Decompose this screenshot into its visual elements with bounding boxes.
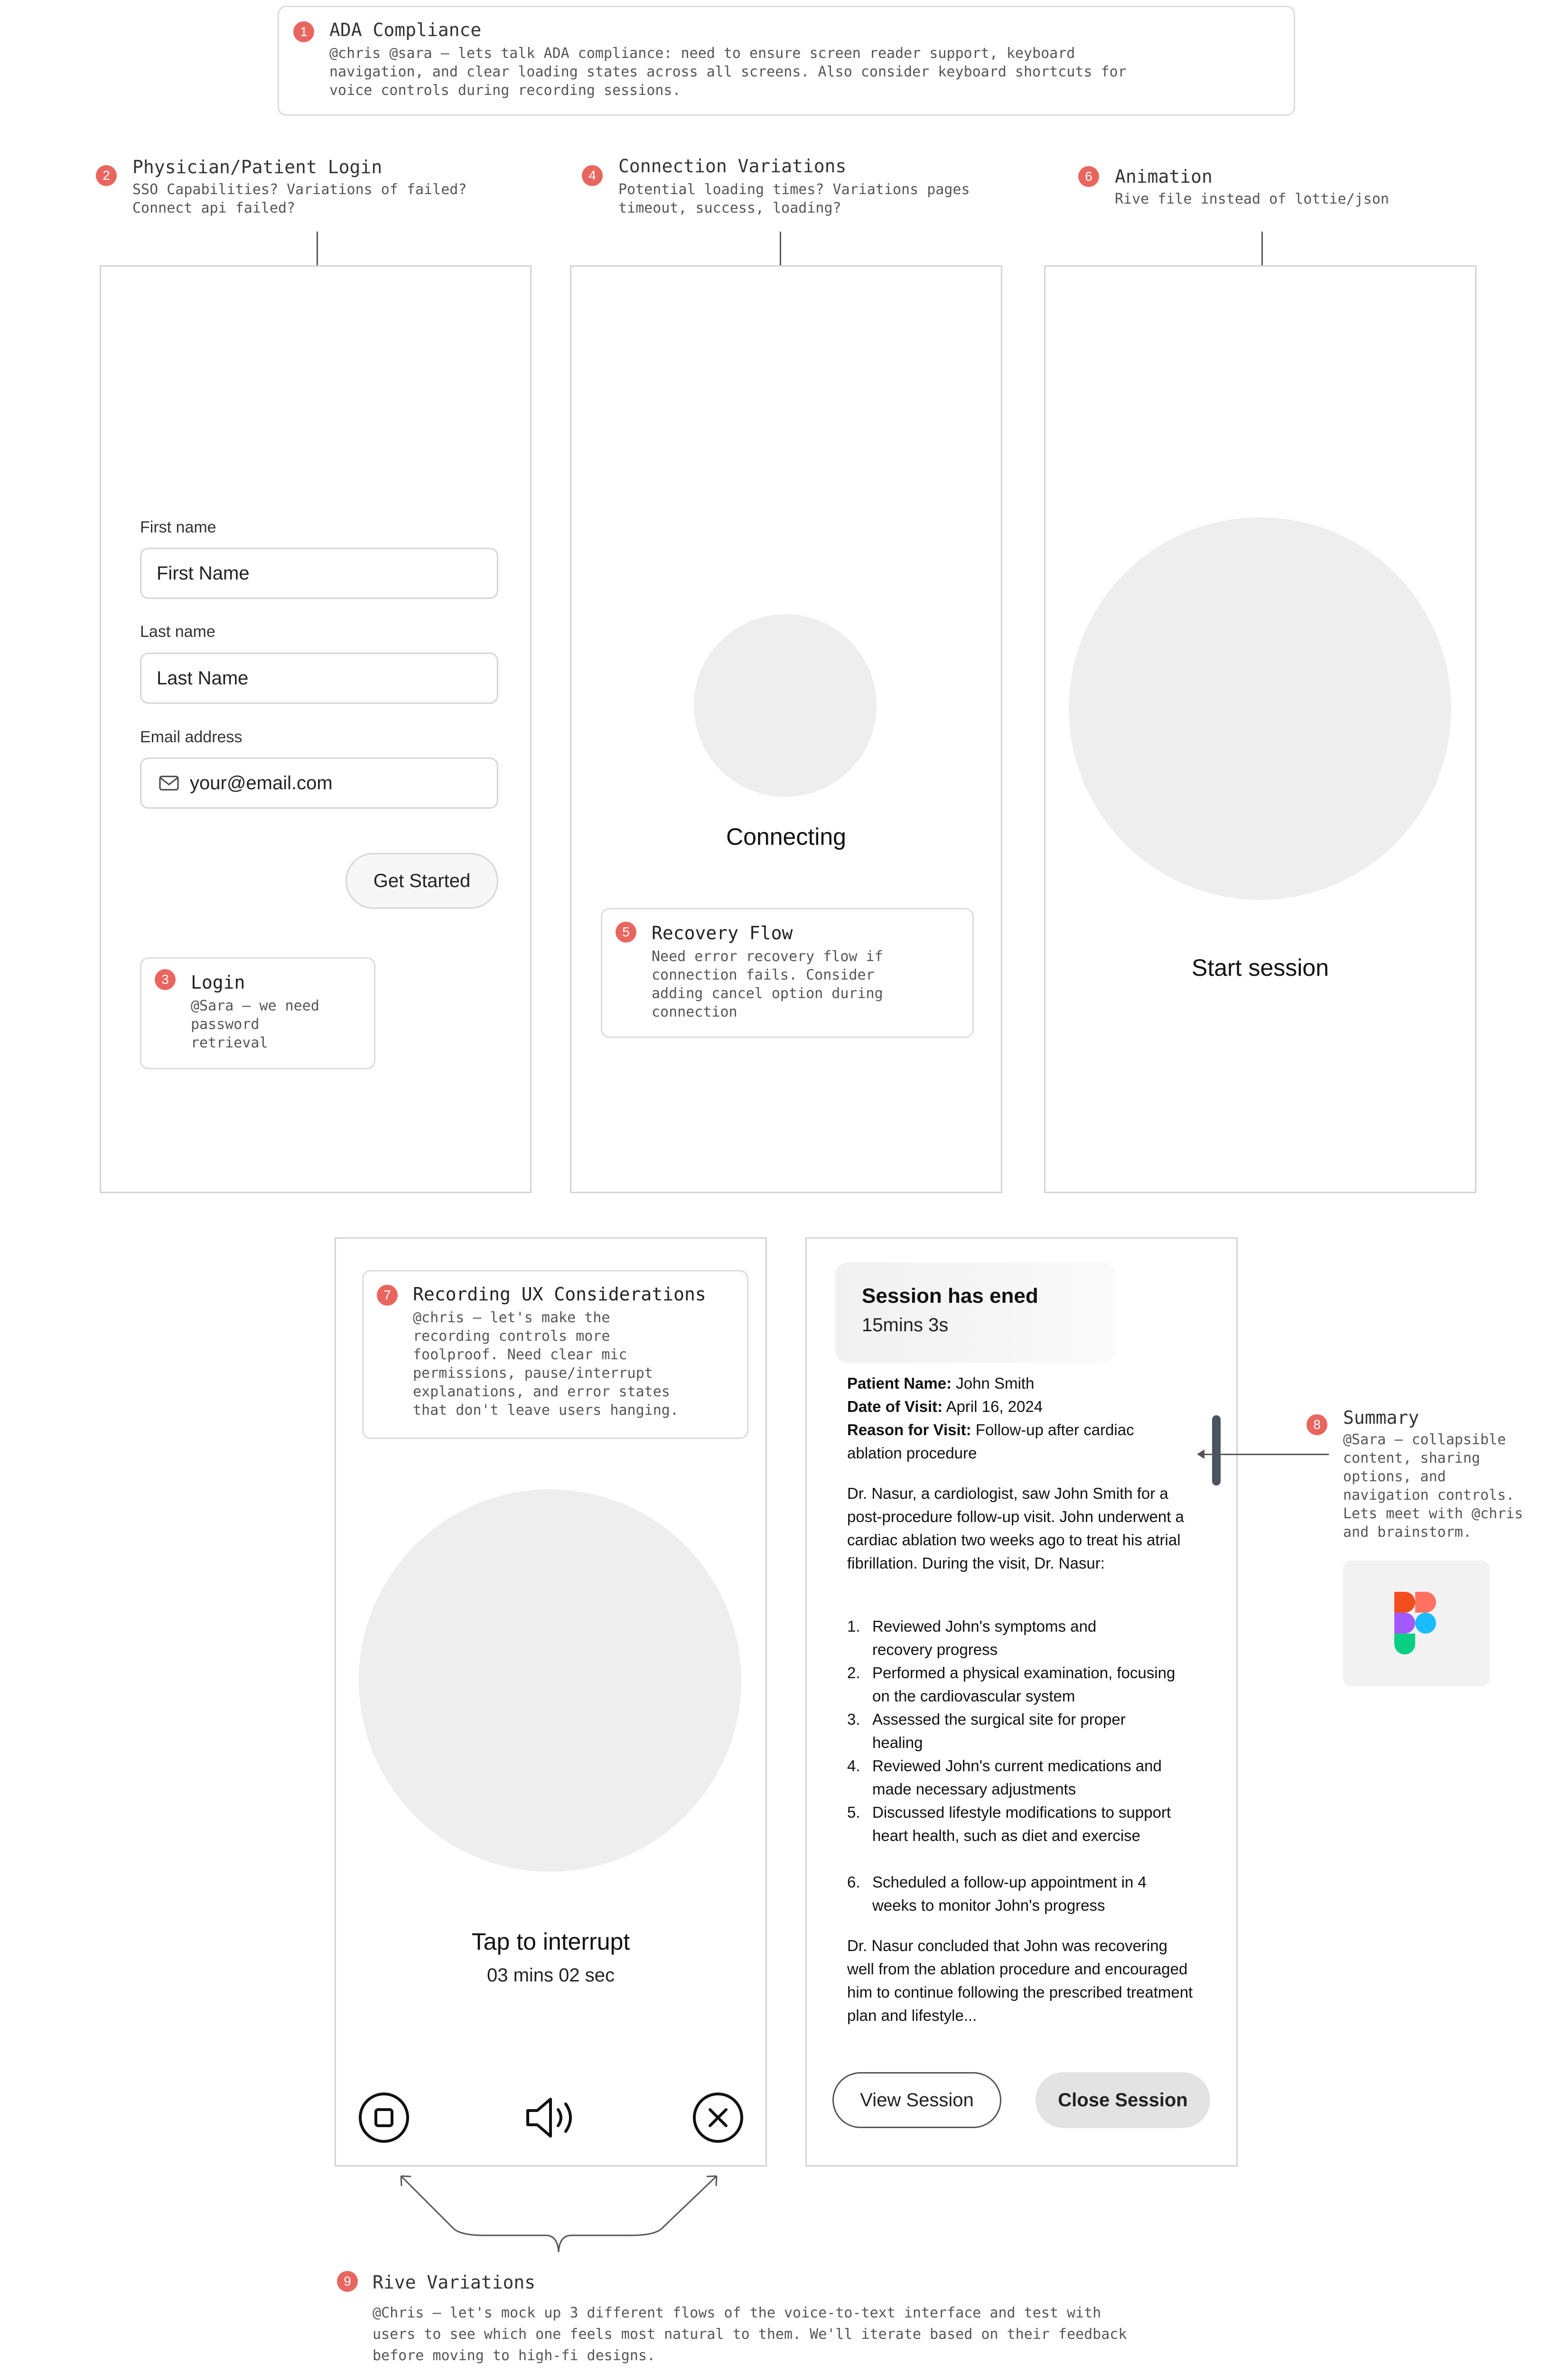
arrow-head [1197, 1449, 1204, 1459]
email-field[interactable] [140, 757, 498, 809]
note-recovery-flow [601, 908, 974, 1038]
speaker-icon [522, 2092, 579, 2144]
list-number: 5. [847, 1803, 860, 1821]
list-number: 2. [847, 1664, 860, 1682]
note-badge: 9 [337, 2271, 358, 2292]
note-login [140, 957, 375, 1069]
note-connection-body: Potential loading times? Variations pages timeout, success, loading? [618, 181, 970, 216]
summary-item: Discussed lifestyle modifications to support heart health, such as diet and exercise [872, 1803, 1171, 1844]
note-body: @chris @sara – lets talk ADA compliance: need to ensure screen reader support, keyboard navigation, and clear loading states across all screens. Also consider keyboard shortcuts for voice controls during recording sessions. [329, 45, 1127, 99]
visit-reason: Reason for Visit: Follow-up after cardiac ablation procedure [847, 1421, 1134, 1462]
session-ended-title: Session has ened [862, 1284, 1038, 1308]
figma-link[interactable] [1343, 1560, 1490, 1686]
start-session-label: Start session [1191, 954, 1329, 981]
note-rive-body: @Chris – let's mock up 3 different flows of the voice-to-text interface and test with users to see which one feels most natural to them. We'll iterate based on their feedback before moving to high-fi designs. [373, 2305, 1127, 2364]
note-badge: 1 [293, 21, 314, 42]
first-name-input[interactable] [140, 548, 498, 599]
close-icon [692, 2092, 744, 2144]
session-ended-card [835, 1262, 1115, 1363]
note-summary-title: Summary [1343, 1407, 1419, 1428]
get-started-button[interactable]: Get Started [345, 853, 498, 909]
note-badge: 8 [1307, 1414, 1327, 1435]
summary-conclusion: Dr. Nasur concluded that John was recovering well from the ablation procedure and encouraged him to continue following the prescribed treatment plan and lifestyle... [847, 1937, 1193, 2024]
cancel-recording-button[interactable] [692, 2092, 744, 2144]
email-label: Email address [140, 728, 243, 746]
note-login-body: SSO Capabilities? Variations of failed? Connect api failed? [132, 181, 467, 216]
note-ada-compliance [278, 6, 1295, 116]
visit-date: Date of Visit: April 16, 2024 [847, 1398, 1043, 1415]
note-title: Recording UX Considerations [413, 1284, 706, 1305]
last-name-input[interactable] [140, 653, 498, 704]
connecting-status: Connecting [726, 823, 846, 850]
note-badge: 6 [1078, 166, 1099, 187]
summary-item: Reviewed John's symptoms and recovery progress [872, 1617, 1097, 1658]
rive-brace [389, 2169, 731, 2259]
note-badge: 4 [582, 165, 603, 186]
note-body: Need error recovery flow if connection fails. Consider adding cancel option during connection [652, 948, 883, 1020]
recording-screen [335, 1237, 767, 2167]
session-duration: 15mins 3s [862, 1315, 949, 1336]
list-number: 6. [847, 1873, 860, 1891]
note-title: ADA Compliance [329, 19, 482, 40]
summary-item: Reviewed John's current medications and made necessary adjustments [872, 1757, 1162, 1798]
note-body: @Sara – we need password retrieval [191, 998, 319, 1051]
login-screen [100, 265, 532, 1193]
stop-icon [358, 2092, 410, 2144]
note-connection-title: Connection Variations [618, 156, 847, 177]
summary-screen [805, 1237, 1238, 2167]
speaker-button[interactable] [522, 2092, 579, 2144]
note-title: Recovery Flow [652, 923, 793, 944]
summary-intro: Dr. Nasur, a cardiologist, saw John Smith for a post-procedure follow-up visit. John underwent a cardiac ablation two weeks ago to treat his atrial fibrillation. During the visit, Dr. Nasur: [847, 1485, 1184, 1572]
patient-name: Patient Name: John Smith [847, 1374, 1035, 1392]
stop-button[interactable] [358, 2092, 410, 2144]
summary-item: Scheduled a follow-up appointment in 4 weeks to monitor John's progress [872, 1873, 1147, 1914]
note-rive-title: Rive Variations [373, 2272, 536, 2293]
summary-arrow [1203, 1454, 1329, 1455]
list-number: 1. [847, 1617, 860, 1635]
start-session-screen [1044, 265, 1476, 1193]
close-session-button[interactable]: Close Session [1036, 2072, 1210, 2128]
mail-icon [159, 775, 179, 791]
connecting-loader [694, 614, 877, 797]
note-summary-body: @Sara – collapsible content, sharing options, and navigation controls. Lets meet with @chris and brainstorm. [1343, 1431, 1523, 1541]
view-session-button[interactable]: View Session [832, 2072, 1001, 2128]
summary-scrollbar[interactable] [1212, 1415, 1221, 1485]
list-number: 3. [847, 1710, 860, 1728]
start-session-button[interactable] [1069, 517, 1451, 900]
summary-item: Assessed the surgical site for proper healing [872, 1710, 1126, 1751]
figma-logo [1392, 1590, 1440, 1656]
first-name-label: First name [140, 518, 216, 536]
note-animation-title: Animation [1115, 166, 1213, 187]
last-name-label: Last name [140, 623, 215, 641]
note-badge: 5 [616, 922, 636, 943]
note-recording-ux [362, 1270, 748, 1439]
connecting-screen [570, 265, 1002, 1193]
note-login-title: Physician/Patient Login [132, 157, 383, 178]
note-title: Login [191, 972, 245, 993]
summary-item: Performed a physical examination, focusing on the cardiovascular system [872, 1664, 1176, 1705]
note-badge: 2 [96, 165, 117, 186]
note-badge: 3 [155, 969, 176, 990]
email-value: your@email.com [190, 772, 333, 794]
list-number: 4. [847, 1757, 860, 1775]
note-animation-body: Rive file instead of lottie/json [1115, 191, 1389, 207]
note-body: @chris – let's make the recording controls more foolproof. Need clear mic permissions, pause/interrupt explanations, and error states that don't leave users hanging. [413, 1309, 679, 1419]
note-badge: 7 [377, 1285, 398, 1306]
recording-visualizer[interactable] [359, 1489, 741, 1872]
tap-to-interrupt-label: Tap to interrupt [471, 1928, 630, 1955]
recording-timer: 03 mins 02 sec [486, 1965, 615, 1986]
